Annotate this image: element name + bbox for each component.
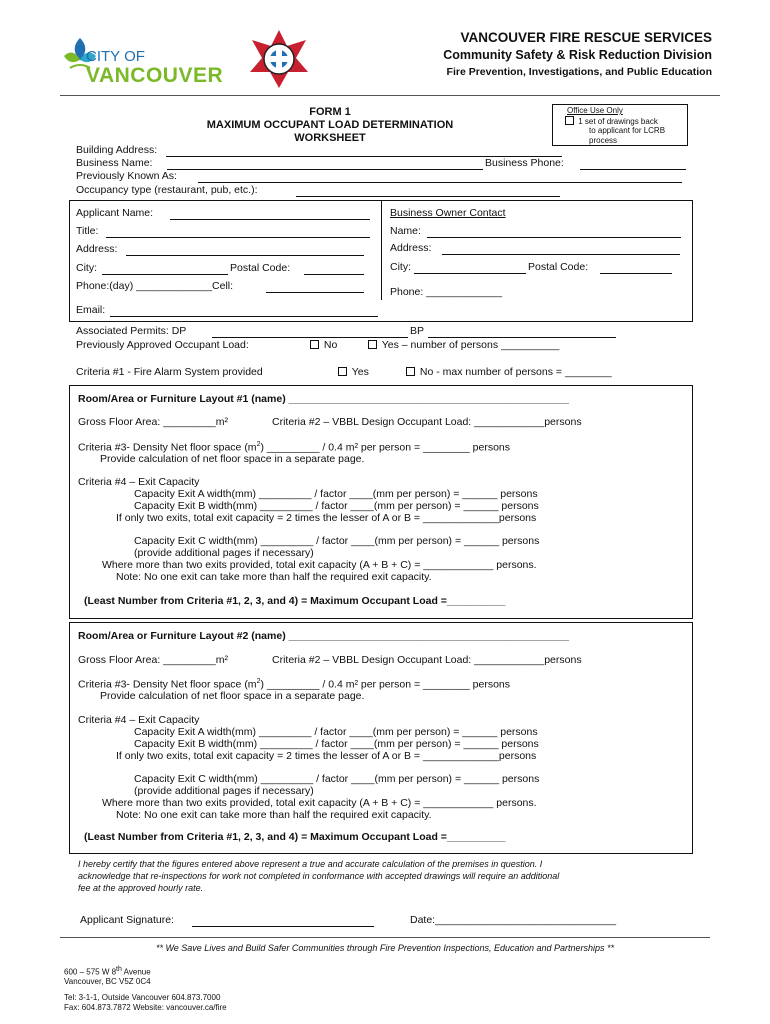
owner-city-field[interactable] xyxy=(414,273,526,274)
room2-criteria3-note: Provide calculation of net floor space in a separate page. xyxy=(100,690,365,702)
associated-bp-label: BP xyxy=(410,325,425,337)
office-use-line2: to applicant for LCRB xyxy=(589,126,666,135)
previously-approved-yes-label: Yes – number of persons __________ xyxy=(381,339,560,351)
room2-exit-c: Capacity Exit C width(mm) _________ / factor ____(mm per person) = ______ persons xyxy=(134,773,540,785)
room2-criteria2: Criteria #2 – VBBL Design Occupant Load: ____________persons xyxy=(272,654,582,666)
office-use-box xyxy=(552,104,688,146)
applicant-postal-field[interactable] xyxy=(304,274,364,275)
contact-box-divider xyxy=(381,200,382,300)
applicant-cell-field[interactable] xyxy=(266,292,364,293)
office-use-line1-text: 1 set of drawings back xyxy=(578,117,658,126)
applicant-city-field[interactable] xyxy=(102,274,228,275)
associated-dp-label: Associated Permits: DP xyxy=(76,325,187,337)
footer-address-line1 xyxy=(64,966,151,977)
footer-address-sup: th xyxy=(116,966,122,973)
room2-criteria3 xyxy=(78,678,510,691)
criteria1-yes xyxy=(338,366,369,378)
certify-line2: acknowledge that re-inspections for work not completed in conformance with accepted drawings will require an additional xyxy=(78,871,560,881)
room2-criteria4: Criteria #4 – Exit Capacity xyxy=(78,714,200,726)
footer-motto: ** We Save Lives and Build Safer Communities through Fire Prevention Inspections, Education and Partnerships ** xyxy=(155,943,615,953)
room1-two-exits: If only two exits, total exit capacity = 2 times the lesser of A or B = _____________persons xyxy=(116,512,537,524)
office-use-line1 xyxy=(565,116,658,126)
previously-known-label: Previously Known As: xyxy=(76,170,177,182)
owner-heading: Business Owner Contact xyxy=(390,207,506,219)
room1-criteria3-sup: 2 xyxy=(256,441,261,448)
criteria1-yes-label: Yes xyxy=(351,366,369,378)
form-subtitle: WORKSHEET xyxy=(294,132,366,144)
previously-known-field[interactable] xyxy=(198,182,682,183)
logo-vancouver-text: VANCOUVER xyxy=(86,64,224,87)
date-label: Date:_______________________________ xyxy=(410,914,617,926)
logo-city-text: CITY OF xyxy=(86,48,145,65)
associated-dp-field[interactable] xyxy=(212,337,408,338)
building-address-label: Building Address: xyxy=(76,144,158,156)
fire-crest-icon xyxy=(246,28,312,90)
office-use-title: Office Use Only xyxy=(567,106,623,115)
room2-exit-b: Capacity Exit B width(mm) _________ / factor ____(mm per person) = ______ persons xyxy=(134,738,539,750)
fire-crest xyxy=(246,28,312,90)
previously-approved-no-checkbox[interactable] xyxy=(310,340,319,349)
footer-tel: Tel: 3-1-1, Outside Vancouver 604.873.7000 xyxy=(64,993,221,1002)
room2-criteria3-a: Criteria #3- Density Net floor space (m xyxy=(78,678,257,691)
owner-name-field[interactable] xyxy=(427,237,681,238)
owner-postal-label: Postal Code: xyxy=(528,261,589,273)
room1-criteria4: Criteria #4 – Exit Capacity xyxy=(78,476,200,488)
room1-exit-a: Capacity Exit A width(mm) _________ / factor ____(mm per person) = ______ persons xyxy=(134,488,538,500)
applicant-address-label: Address: xyxy=(76,243,118,255)
room1-pages-note: (provide additional pages if necessary) xyxy=(134,547,314,559)
applicant-title-field[interactable] xyxy=(106,237,370,238)
division-title: Community Safety & Risk Reduction Division xyxy=(443,48,712,62)
applicant-name-field[interactable] xyxy=(170,219,370,220)
room1-heading: Room/Area or Furniture Layout #1 (name) ________________________________________________ xyxy=(78,393,569,405)
footer-divider xyxy=(60,937,710,938)
room1-criteria3-note: Provide calculation of net floor space in a separate page. xyxy=(100,453,365,465)
owner-name-label: Name: xyxy=(390,225,421,237)
applicant-email-label: Email: xyxy=(76,304,106,316)
office-use-line3: process xyxy=(589,136,618,145)
room2-max-occupant-load: (Least Number from Criteria #1, 2, 3, and 4) = Maximum Occupant Load =__________ xyxy=(84,831,506,843)
room1-exit-c: Capacity Exit C width(mm) _________ / factor ____(mm per person) = ______ persons xyxy=(134,535,540,547)
owner-postal-field[interactable] xyxy=(600,273,672,274)
room2-criteria3-b: ) _________ / 0.4 m² per person = ________ persons xyxy=(260,678,511,691)
owner-phone-label: Phone: _____________ xyxy=(390,286,503,298)
business-name-label: Business Name: xyxy=(76,157,153,169)
room2-heading: Room/Area or Furniture Layout #2 (name) ________________________________________________ xyxy=(78,630,569,642)
room1-criteria3-a: Criteria #3- Density Net floor space (m xyxy=(78,441,257,454)
room1-half-note: Note: No one exit can take more than half the required exit capacity. xyxy=(116,571,432,583)
city-logo xyxy=(60,30,230,86)
business-phone-label: Business Phone: xyxy=(485,157,564,169)
owner-city-label: City: xyxy=(390,261,411,273)
certify-line3: fee at the approved hourly rate. xyxy=(78,883,204,893)
footer-address-b: Avenue xyxy=(121,967,151,977)
room2-gross-area: Gross Floor Area: _________m² xyxy=(78,654,228,666)
applicant-email-field[interactable] xyxy=(110,316,378,317)
business-name-field[interactable] xyxy=(167,169,483,170)
room1-criteria2: Criteria #2 – VBBL Design Occupant Load: ____________persons xyxy=(272,416,582,428)
room1-criteria3 xyxy=(78,441,510,454)
room1-criteria3-b: ) _________ / 0.4 m² per person = ________ persons xyxy=(260,441,511,454)
applicant-postal-label: Postal Code: xyxy=(230,262,291,274)
room2-half-note: Note: No one exit can take more than half the required exit capacity. xyxy=(116,809,432,821)
owner-address-field[interactable] xyxy=(442,254,680,255)
subdivision-title: Fire Prevention, Investigations, and Public Education xyxy=(446,66,712,78)
room2-more-exits: Where more than two exits provided, total exit capacity (A + B + C) = ____________ persons. xyxy=(102,797,537,809)
previously-approved-yes xyxy=(368,339,559,351)
previously-approved-yes-checkbox[interactable] xyxy=(368,340,377,349)
footer-address-a: 600 – 575 W 8 xyxy=(64,967,117,977)
room2-exit-a: Capacity Exit A width(mm) _________ / factor ____(mm per person) = ______ persons xyxy=(134,726,538,738)
business-phone-field[interactable] xyxy=(580,169,686,170)
owner-address-label: Address: xyxy=(390,242,432,254)
criteria1-label: Criteria #1 - Fire Alarm System provided xyxy=(76,366,263,378)
criteria1-no xyxy=(406,366,612,378)
footer-address-line2: Vancouver, BC V5Z 0C4 xyxy=(64,977,151,986)
applicant-name-label: Applicant Name: xyxy=(76,207,154,219)
signature-field[interactable] xyxy=(192,926,374,927)
signature-label: Applicant Signature: xyxy=(80,914,174,926)
office-use-checkbox[interactable] xyxy=(565,116,574,125)
room2-pages-note: (provide additional pages if necessary) xyxy=(134,785,314,797)
room2-two-exits: If only two exits, total exit capacity = 2 times the lesser of A or B = _____________persons xyxy=(116,750,537,762)
applicant-address-field[interactable] xyxy=(126,255,364,256)
header-divider xyxy=(60,95,720,96)
associated-bp-field[interactable] xyxy=(428,337,616,338)
room2-criteria3-sup: 2 xyxy=(256,678,261,685)
occupancy-type-label: Occupancy type (restaurant, pub, etc.): xyxy=(76,184,258,196)
footer-fax-website: Fax: 604.873.7872 Website: vancouver.ca/fire xyxy=(64,1003,227,1012)
applicant-phone-label: Phone:(day) _____________Cell: xyxy=(76,280,234,292)
applicant-city-label: City: xyxy=(76,262,97,274)
org-title: VANCOUVER FIRE RESCUE SERVICES xyxy=(460,30,712,45)
previously-approved-label: Previously Approved Occupant Load: xyxy=(76,339,249,351)
occupancy-type-field[interactable] xyxy=(296,196,560,197)
applicant-title-label: Title: xyxy=(76,225,99,237)
criteria1-no-checkbox[interactable] xyxy=(406,367,415,376)
criteria1-yes-checkbox[interactable] xyxy=(338,367,347,376)
room1-more-exits: Where more than two exits provided, total exit capacity (A + B + C) = ____________ persons. xyxy=(102,559,537,571)
form-number: FORM 1 xyxy=(309,106,351,118)
room1-exit-b: Capacity Exit B width(mm) _________ / factor ____(mm per person) = ______ persons xyxy=(134,500,539,512)
form-title: MAXIMUM OCCUPANT LOAD DETERMINATION xyxy=(206,119,454,131)
previously-approved-no xyxy=(310,339,337,351)
certify-line1: I hereby certify that the figures entered above represent a true and accurate calculation of the premises in question. I xyxy=(78,859,543,869)
room1-max-occupant-load: (Least Number from Criteria #1, 2, 3, and 4) = Maximum Occupant Load =__________ xyxy=(84,595,506,607)
criteria1-no-label: No - max number of persons = ________ xyxy=(419,366,612,378)
previously-approved-no-label: No xyxy=(323,339,338,351)
room1-gross-area: Gross Floor Area: _________m² xyxy=(78,416,228,428)
